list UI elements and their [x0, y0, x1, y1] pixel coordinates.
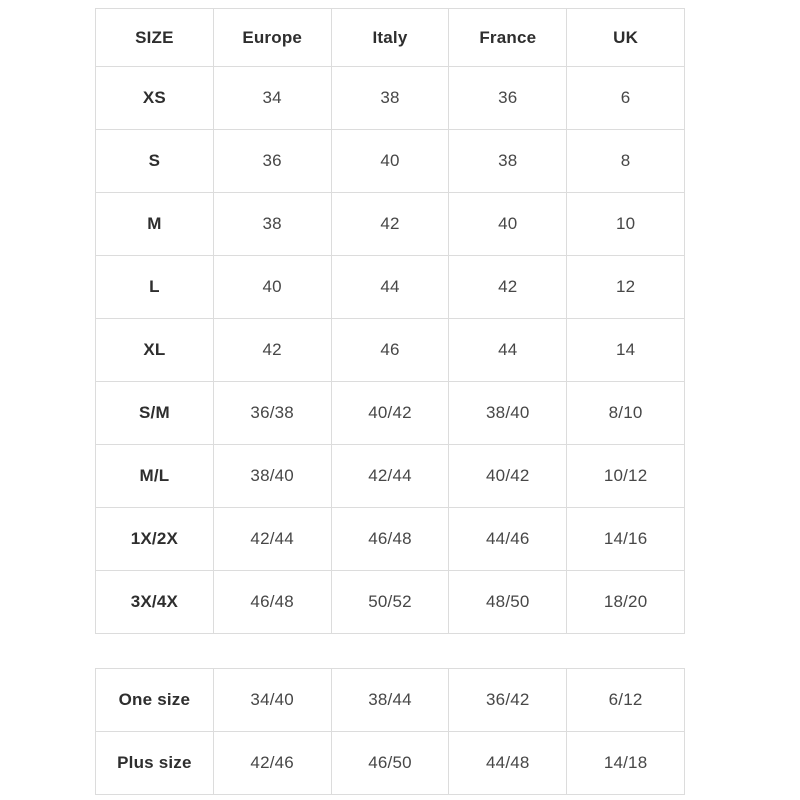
table-row [96, 256, 685, 319]
size-value-cell: 38 [331, 67, 449, 130]
column-header: France [449, 9, 567, 67]
size-value-cell: 40 [449, 193, 567, 256]
size-value-cell: 42 [449, 256, 567, 319]
size-value-cell: 38/40 [449, 382, 567, 445]
size-value-cell: 46/48 [331, 508, 449, 571]
size-value-cell: 8 [567, 130, 685, 193]
size-value-cell: 36 [449, 67, 567, 130]
size-value-cell: 36 [213, 130, 331, 193]
size-value-cell: 10/12 [567, 445, 685, 508]
table-row [96, 193, 685, 256]
table-row [96, 67, 685, 130]
size-value-cell: 40/42 [449, 445, 567, 508]
column-header: UK [567, 9, 685, 67]
column-header: Italy [331, 9, 449, 67]
size-value-cell: 34/40 [213, 669, 331, 732]
size-value-cell: 40 [213, 256, 331, 319]
size-label-cell: Plus size [96, 732, 214, 795]
size-label-cell: S/M [96, 382, 214, 445]
size-value-cell: 44 [331, 256, 449, 319]
size-value-cell: 40 [331, 130, 449, 193]
size-label-cell: 3X/4X [96, 571, 214, 634]
column-header: Europe [213, 9, 331, 67]
size-value-cell: 46 [331, 319, 449, 382]
size-value-cell: 6/12 [567, 669, 685, 732]
size-value-cell: 44/46 [449, 508, 567, 571]
size-charts-container [95, 8, 685, 795]
size-label-cell: S [96, 130, 214, 193]
size-label-cell: XS [96, 67, 214, 130]
size-value-cell: 40/42 [331, 382, 449, 445]
size-value-cell: 48/50 [449, 571, 567, 634]
header-row [96, 9, 685, 67]
table-row [96, 382, 685, 445]
size-value-cell: 14/16 [567, 508, 685, 571]
size-label-cell: One size [96, 669, 214, 732]
table-row [96, 669, 685, 732]
size-label-cell: 1X/2X [96, 508, 214, 571]
table-row [96, 732, 685, 795]
size-value-cell: 42/44 [213, 508, 331, 571]
size-value-cell: 46/50 [331, 732, 449, 795]
column-header: SIZE [96, 9, 214, 67]
size-label-cell: L [96, 256, 214, 319]
size-value-cell: 46/48 [213, 571, 331, 634]
size-value-cell: 38/40 [213, 445, 331, 508]
size-value-cell: 6 [567, 67, 685, 130]
size-value-cell: 38 [213, 193, 331, 256]
size-value-cell: 42 [331, 193, 449, 256]
size-value-cell: 10 [567, 193, 685, 256]
table-row [96, 130, 685, 193]
special-sizes-table [95, 668, 685, 795]
size-value-cell: 36/42 [449, 669, 567, 732]
table-row [96, 445, 685, 508]
size-value-cell: 44 [449, 319, 567, 382]
size-value-cell: 38 [449, 130, 567, 193]
size-value-cell: 12 [567, 256, 685, 319]
size-label-cell: M/L [96, 445, 214, 508]
table-row [96, 571, 685, 634]
size-value-cell: 14 [567, 319, 685, 382]
size-value-cell: 8/10 [567, 382, 685, 445]
size-value-cell: 42/46 [213, 732, 331, 795]
table-row [96, 508, 685, 571]
size-value-cell: 38/44 [331, 669, 449, 732]
size-value-cell: 50/52 [331, 571, 449, 634]
size-conversion-table [95, 8, 685, 634]
size-value-cell: 42/44 [331, 445, 449, 508]
size-value-cell: 44/48 [449, 732, 567, 795]
size-value-cell: 34 [213, 67, 331, 130]
size-value-cell: 42 [213, 319, 331, 382]
size-label-cell: XL [96, 319, 214, 382]
size-value-cell: 14/18 [567, 732, 685, 795]
size-value-cell: 36/38 [213, 382, 331, 445]
size-label-cell: M [96, 193, 214, 256]
size-value-cell: 18/20 [567, 571, 685, 634]
table-row [96, 319, 685, 382]
